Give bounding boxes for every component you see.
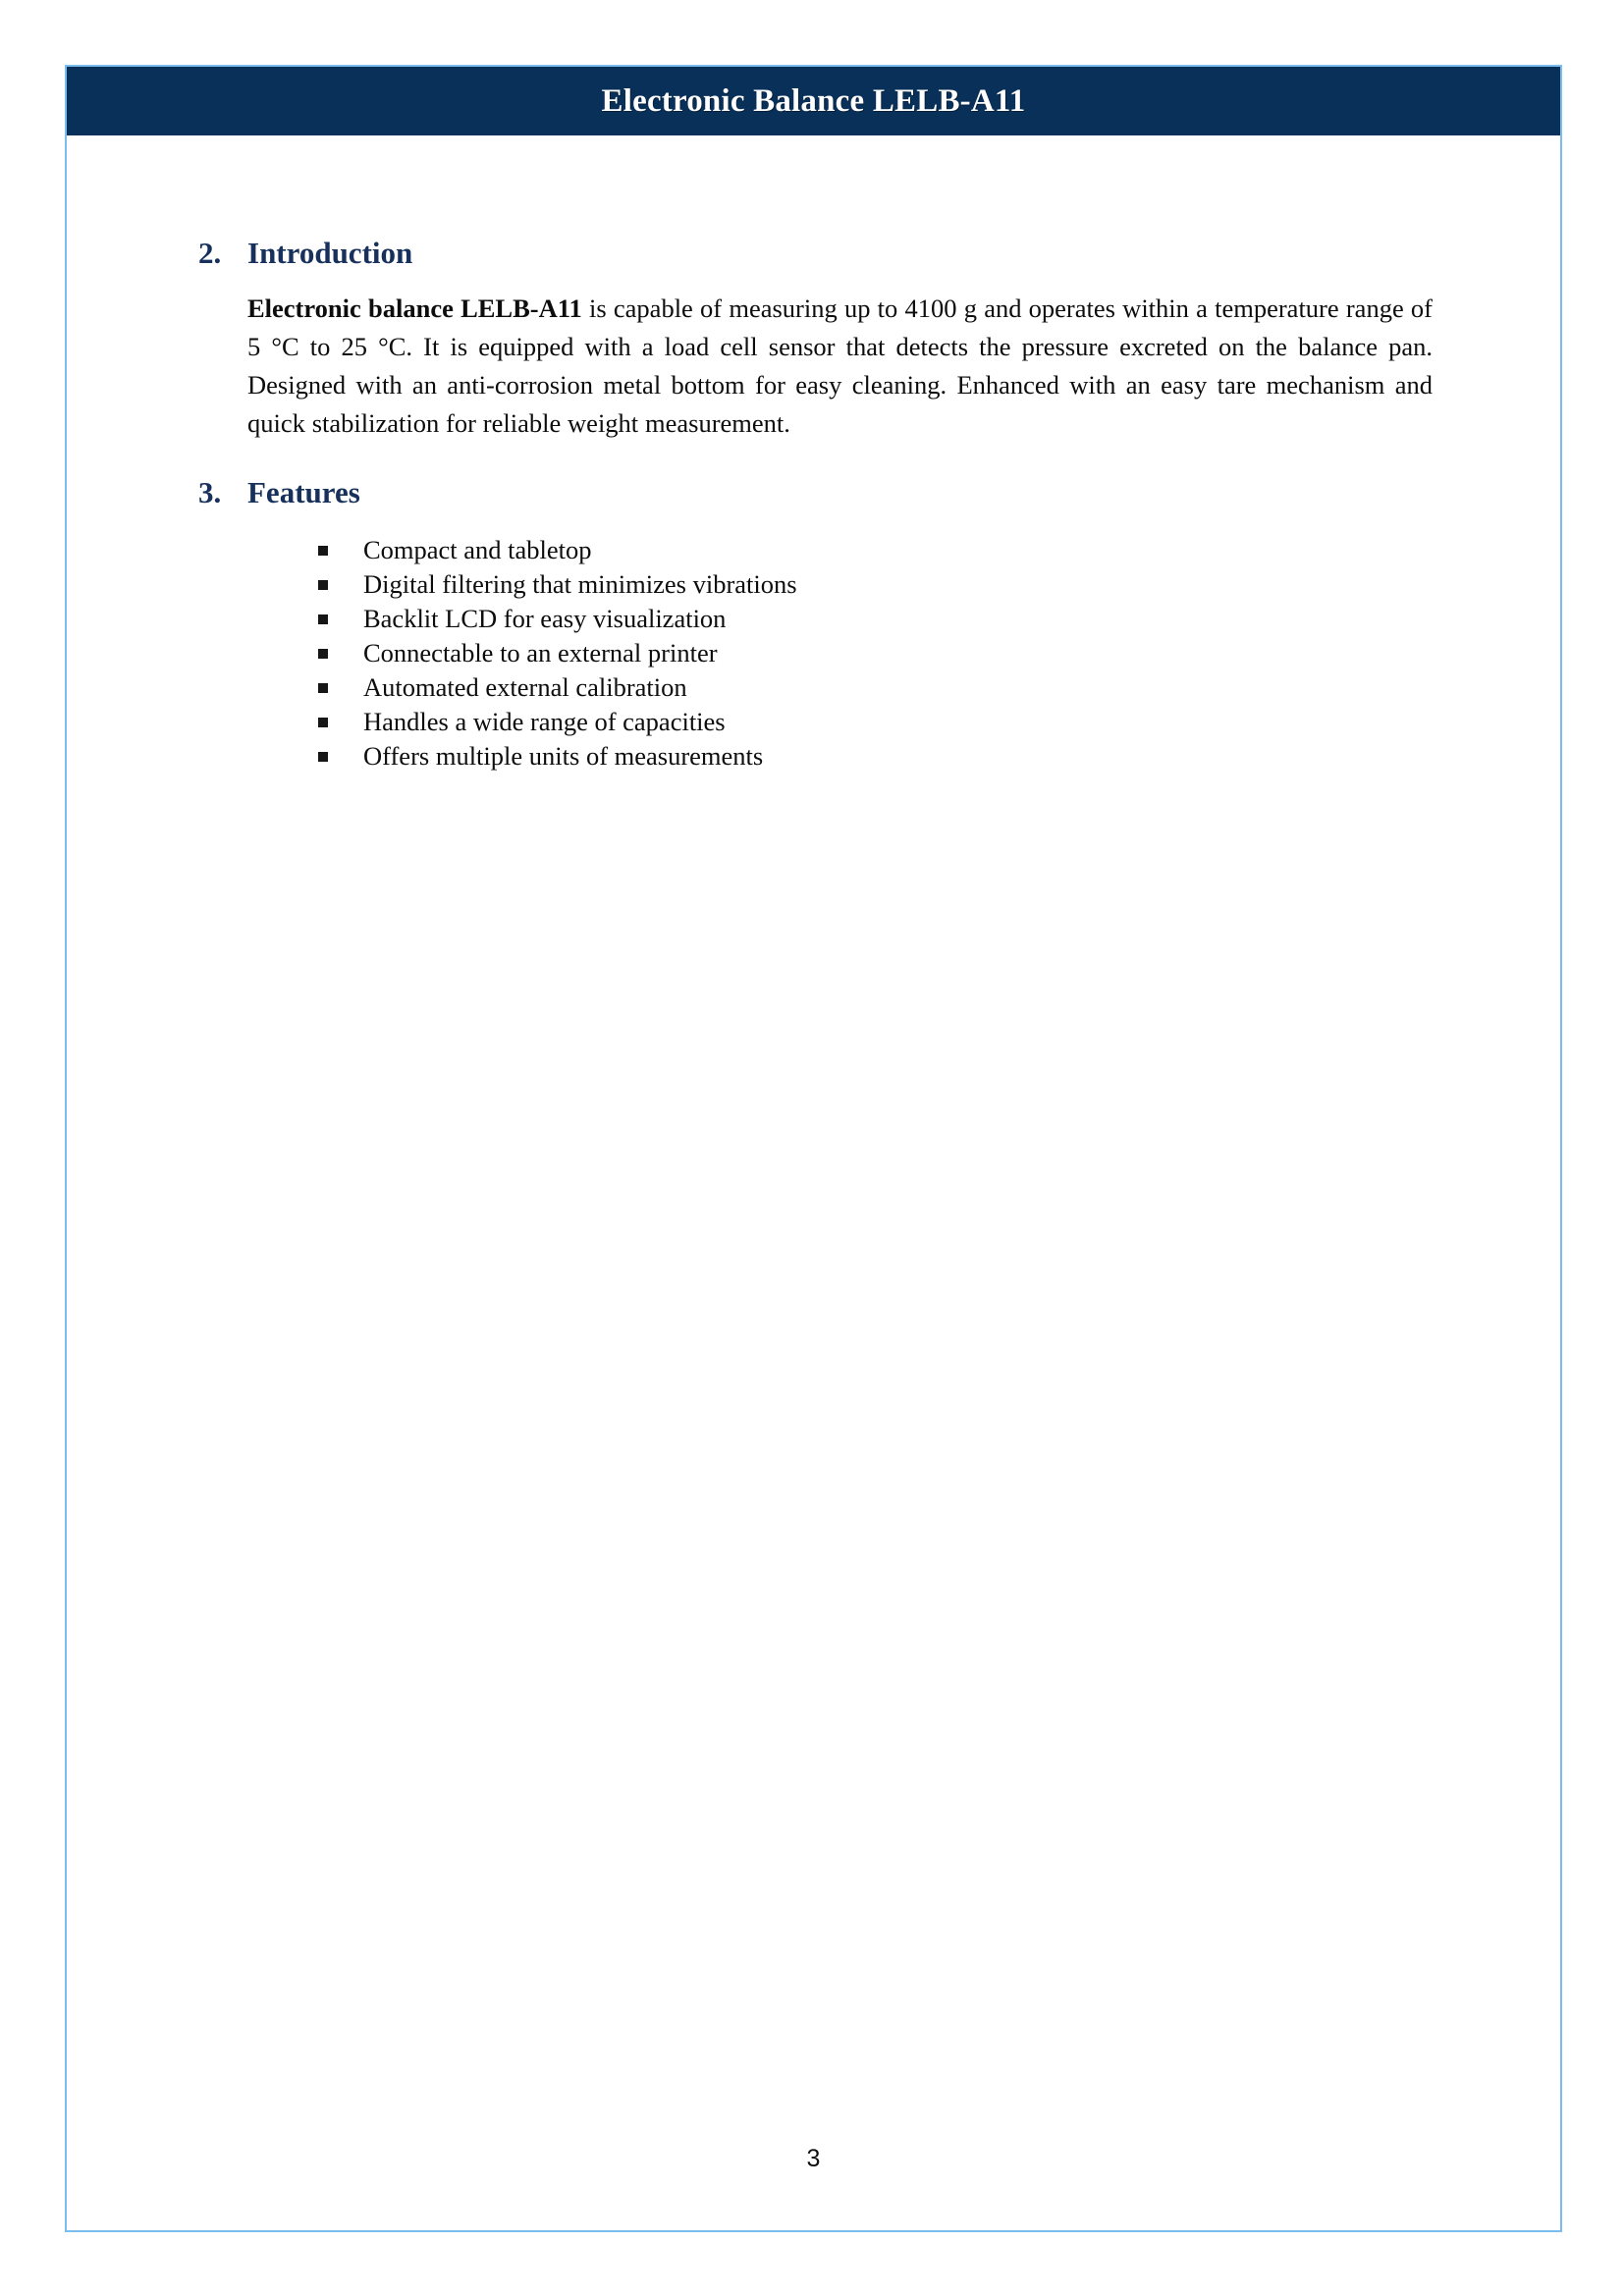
square-bullet-icon <box>318 614 328 624</box>
list-item-label: Compact and tabletop <box>363 535 592 564</box>
square-bullet-icon <box>318 683 328 693</box>
list-item <box>316 636 1433 670</box>
list-item <box>316 670 1433 705</box>
introduction-body <box>67 268 1560 443</box>
section-title: Introduction <box>247 236 413 270</box>
square-bullet-icon <box>318 752 328 762</box>
document-content <box>67 135 1560 2230</box>
section-features <box>67 477 1560 774</box>
square-bullet-icon <box>318 718 328 727</box>
section-number: 3. <box>198 475 222 509</box>
list-item <box>316 533 1433 567</box>
document-header-band <box>67 67 1560 135</box>
list-item-label: Handles a wide range of capacities <box>363 707 726 736</box>
list-item <box>316 567 1433 602</box>
section-title: Features <box>247 475 360 509</box>
features-body <box>67 507 1560 774</box>
section-introduction <box>67 238 1560 443</box>
square-bullet-icon <box>318 649 328 659</box>
introduction-paragraph-text: is capable of measuring up to 4100 g and operates within a temperature range of 5 °C to 25 °C. It is equipped with a load cell sensor that detects the pressure excreted on the balance pan. Designed with an anti-corrosion metal bottom for easy cleaning. Enhanced with an easy tare mechanism and quick stabilization for reliable weight measurement. <box>247 294 1434 438</box>
heading-introduction <box>67 238 1560 268</box>
features-list <box>247 507 1433 774</box>
introduction-paragraph <box>247 268 1433 443</box>
list-item <box>316 705 1433 739</box>
list-item-label: Offers multiple units of measurements <box>363 741 764 771</box>
page-footer <box>67 2145 1560 2173</box>
list-item-label: Digital filtering that minimizes vibrations <box>363 569 797 599</box>
product-name-bold: Electronic balance LELB-A11 <box>247 294 582 323</box>
document-page <box>65 65 1562 2232</box>
list-item <box>316 739 1433 774</box>
document-title: Electronic Balance LELB-A11 <box>601 82 1026 119</box>
list-item-label: Connectable to an external printer <box>363 638 718 667</box>
list-item-label: Automated external calibration <box>363 672 687 702</box>
heading-features <box>67 477 1560 507</box>
square-bullet-icon <box>318 546 328 556</box>
list-item-label: Backlit LCD for easy visualization <box>363 604 727 633</box>
page-number: 3 <box>806 2145 821 2172</box>
section-number: 2. <box>198 236 222 270</box>
list-item <box>316 602 1433 636</box>
square-bullet-icon <box>318 580 328 590</box>
